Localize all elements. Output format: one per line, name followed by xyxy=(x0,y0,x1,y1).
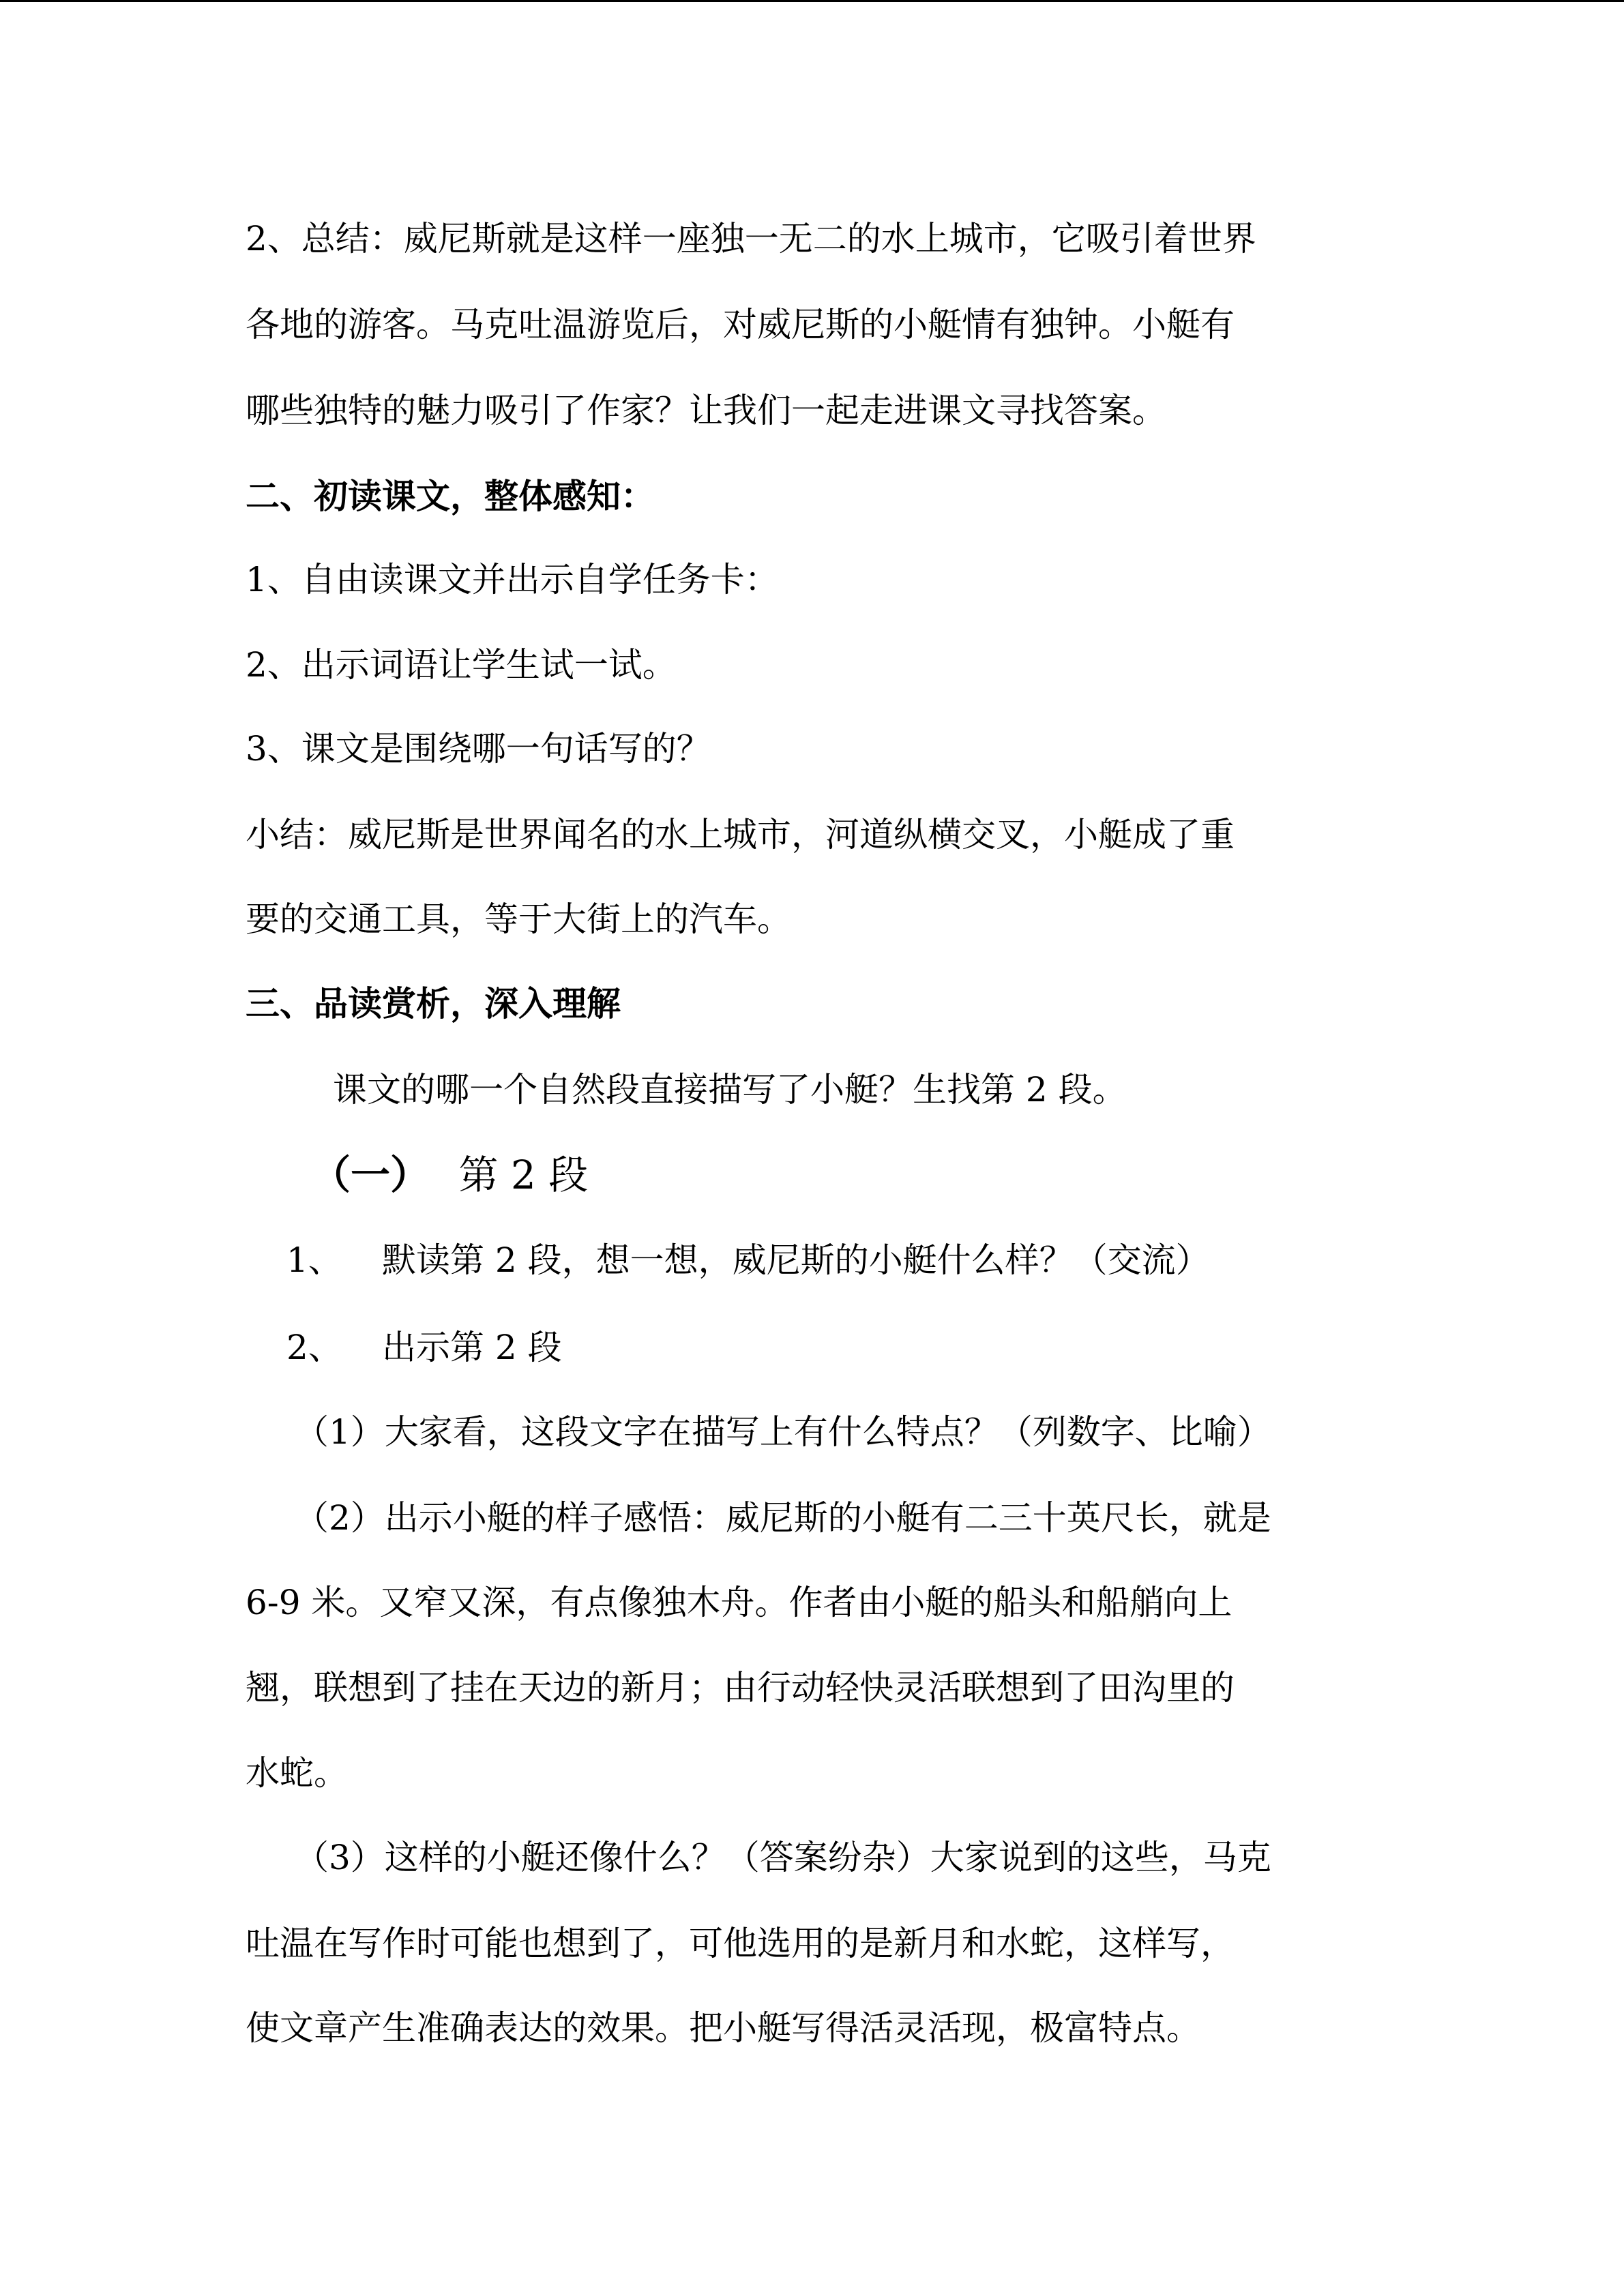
question-3-line-2: 吐温在写作时可能也想到了，可他选用的是新月和水蛇，这样写， xyxy=(246,1924,1235,1963)
step-2-text: 出示第 2 段 xyxy=(382,1328,562,1367)
step-1-number: 1、 xyxy=(286,1240,342,1280)
question-3-line-3: 使文章产生准确表达的效果。把小艇写得活灵活现，极富特点。 xyxy=(246,2008,1200,2048)
top-border-line xyxy=(0,0,1624,2)
step-1 xyxy=(286,1240,1210,1281)
section-2-item-3: 3、课文是围绕哪一句话写的？ xyxy=(246,729,711,769)
subsection-title: 第 2 段 xyxy=(458,1152,589,1198)
section-2-item-2: 2、出示词语让学生试一试。 xyxy=(246,645,677,685)
summary-line-1: 2、总结：威尼斯就是这样一座独一无二的水上城市，它吸引着世界 xyxy=(246,219,1256,258)
section-2-heading: 二、初读课文，整体感知： xyxy=(246,477,655,516)
question-2-line-2: 6-9 米。又窄又深，有点像独木舟。作者由小艇的船头和船艄向上 xyxy=(246,1583,1232,1622)
step-1-text: 默读第 2 段，想一想，威尼斯的小艇什么样？（交流） xyxy=(382,1240,1210,1280)
summary-line-3: 哪些独特的魅力吸引了作家？让我们一起走进课文寻找答案。 xyxy=(246,391,1166,430)
subsection-heading xyxy=(311,1151,588,1199)
section-3-heading: 三、品读赏析，深入理解 xyxy=(246,984,621,1024)
question-3-line-1: （3）这样的小艇还像什么？（答案纷杂）大家说到的这些，马克 xyxy=(295,1838,1271,1877)
section-3-intro: 课文的哪一个自然段直接描写了小艇？生找第 2 段。 xyxy=(333,1070,1127,1109)
section-2-conclusion-line-2: 要的交通工具，等于大街上的汽车。 xyxy=(246,899,791,939)
summary-line-2: 各地的游客。马克吐温游览后，对威尼斯的小艇情有独钟。小艇有 xyxy=(246,305,1235,344)
section-2-item-1: 1、自由读课文并出示自学任务卡： xyxy=(246,560,779,599)
section-2-conclusion-line-1: 小结：威尼斯是世界闻名的水上城市，河道纵横交叉，小艇成了重 xyxy=(246,815,1235,854)
step-2-number: 2、 xyxy=(286,1328,342,1367)
question-2-line-3: 翘，联想到了挂在天边的新月；由行动轻快灵活联想到了田沟里的 xyxy=(246,1668,1235,1708)
question-1: （1）大家看，这段文字在描写上有什么特点？（列数字、比喻） xyxy=(295,1412,1271,1452)
question-2-line-4: 水蛇。 xyxy=(246,1753,348,1793)
question-2-line-1: （2）出示小艇的样子感悟：威尼斯的小艇有二三十英尺长，就是 xyxy=(295,1498,1271,1538)
subsection-marker: （一） xyxy=(311,1152,430,1198)
step-2 xyxy=(286,1327,562,1368)
